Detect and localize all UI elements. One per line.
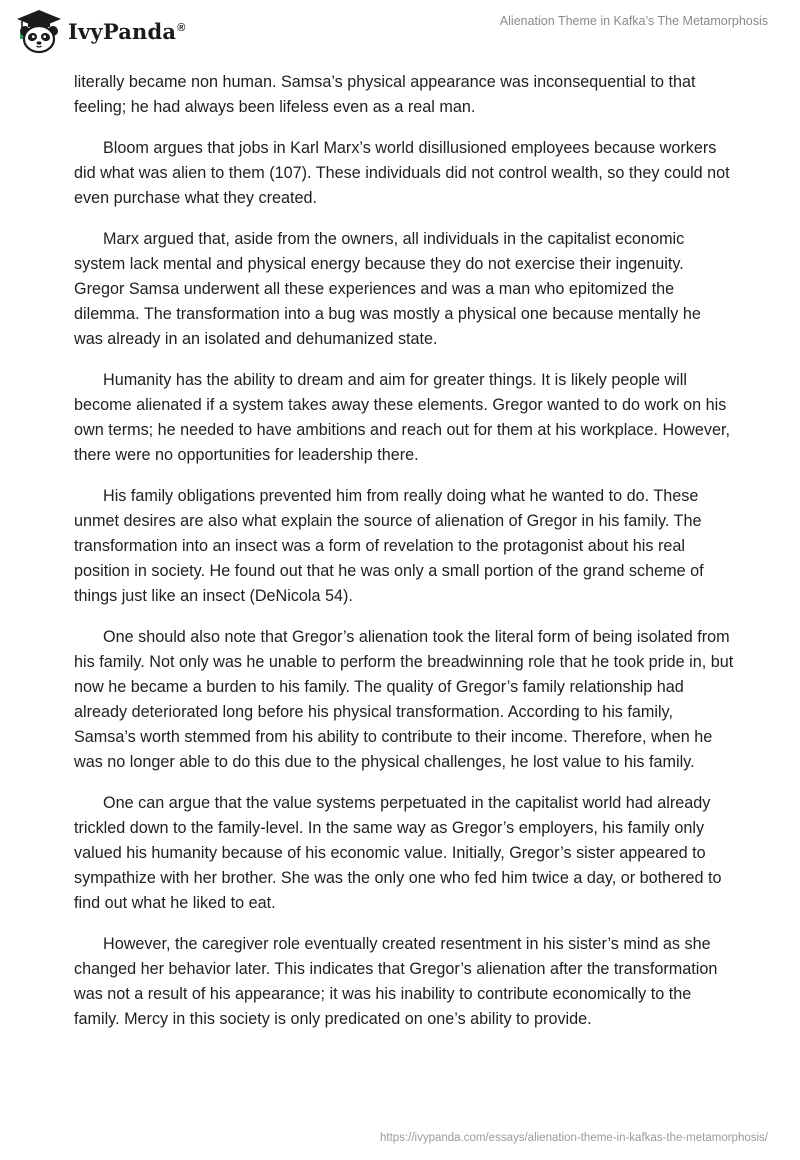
document-title: Alienation Theme in Kafka’s The Metamorphosis (499, 14, 768, 28)
paragraph: Marx argued that, aside from the owners, all individuals in the capitalist economic system lack mental and physical energy because they do not exercise their ingenuity. Gregor Samsa underwent all these experiences and was a man who epitomized the dilemma. The transformation into a bug was mostly a physical one because mentally he was already in an isolated and dehumanized state. (74, 230, 701, 348)
paragraph: One should also note that Gregor’s alienation took the literal form of being isolated from his family. Not only was he unable to perform the breadwinning role that he took pride in, but now he became a burden to his family. The quality of Gregor’s family relationship had already deteriorated long before his physical transformation. According to his family, Samsa’s worth stemmed from his ability to contribute to their income. Therefore, when he was no longer able to do this due to the physical challenges, he lost value to his family. (74, 628, 734, 771)
panda-graduate-icon (14, 8, 64, 54)
paragraph: Humanity has the ability to dream and aim for greater things. It is likely people will become alienated if a system takes away these elements. Gregor wanted to do work on his own terms; he needed to have ambitions and reach out for them at his workplace. However, there were no opportunities for leadership there. (74, 371, 730, 464)
source-url[interactable]: https://ivypanda.com/essays/alienation-theme-in-kafkas-the-metamorphosis/ (380, 1132, 768, 1144)
essay-body (74, 70, 734, 1048)
page-header (0, 0, 800, 64)
paragraph: Bloom argues that jobs in Karl Marx’s world disillusioned employees because workers did what was alien to them (107). These individuals did not control wealth, so they could not even purchase what they created. (74, 139, 730, 207)
brand-name: IvyPanda® (68, 18, 186, 44)
paragraph: One can argue that the value systems perpetuated in the capitalist world had already trickled down to the family-level. In the same way as Gregor’s employers, his family only valued his humanity because of his economic value. Initially, Gregor’s sister appeared to sympathize with her brother. She was the only one who fed him twice a day, or bothered to find out what he liked to eat. (74, 794, 722, 912)
paragraph: However, the caregiver role eventually created resentment in his sister’s mind as she changed her behavior later. This indicates that Gregor’s alienation after the transformation was not a result of his appearance; it was his inability to contribute economically to the family. Mercy in this society is only predicated on one’s ability to provide. (74, 935, 718, 1028)
registered-mark: ® (177, 21, 186, 34)
paragraph: His family obligations prevented him from really doing what he wanted to do. These unmet desires are also what explain the source of alienation of Gregor in his family. The transformation into an insect was a form of revelation to the protagonist about his real position in society. He found out that he was only a small portion of the grand scheme of things just like an insect (DeNicola 54). (74, 487, 704, 605)
paragraph: literally became non human. Samsa’s physical appearance was inconsequential to that feeling; he had always been lifeless even as a real man. (74, 73, 696, 116)
ivypanda-logo[interactable] (14, 8, 186, 54)
